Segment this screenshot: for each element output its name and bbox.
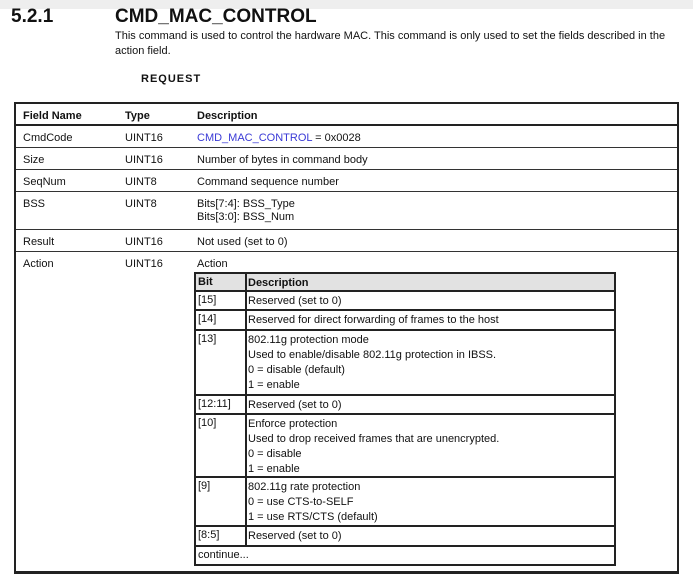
bit-value: [12:11] [198, 398, 231, 410]
bit-value: [10] [198, 417, 217, 429]
bit-desc-line: 802.11g rate protection [248, 481, 361, 493]
field-name: SeqNum [23, 176, 66, 188]
cmd-link[interactable]: CMD_MAC_CONTROL [197, 132, 313, 144]
column-divider [245, 292, 247, 309]
bits-header [196, 274, 614, 292]
bit-row [196, 396, 614, 415]
column-divider [245, 527, 247, 545]
bit-desc-line: Reserved (set to 0) [248, 530, 342, 542]
bit-desc-line: 0 = disable (default) [248, 364, 345, 376]
field-desc [197, 131, 361, 145]
bit-value: [9] [198, 480, 211, 492]
bit-desc-line: Used to enable/disable 802.11g protection in IBSS. [248, 349, 497, 361]
bit-desc-line: Used to drop received frames that are unencrypted. [248, 433, 500, 445]
field-desc: Number of bytes in command body [197, 154, 368, 166]
field-desc: Not used (set to 0) [197, 236, 288, 248]
table-header [16, 104, 677, 126]
request-table [14, 102, 679, 574]
field-desc: Action [197, 258, 228, 270]
section-number: 5.2.1 [11, 6, 54, 27]
bit-desc-line: 1 = enable [248, 379, 300, 391]
section-title: CMD_MAC_CONTROL [115, 6, 317, 27]
bit-desc-line: 0 = disable [248, 448, 302, 460]
bit-value: [15] [198, 294, 217, 306]
header-type: Type [125, 110, 150, 122]
bit-row [196, 311, 614, 331]
field-desc-line2: Bits[3:0]: BSS_Num [197, 211, 295, 223]
bit-desc-line: 1 = use RTS/CTS (default) [248, 511, 378, 523]
field-type: UINT8 [125, 198, 157, 210]
table-row [16, 252, 677, 272]
field-desc: Bits[7:4]: BSS_Type [197, 198, 295, 210]
table-row [16, 148, 677, 170]
action-bits-table [194, 272, 616, 566]
bit-desc-line: Reserved for direct forwarding of frames to the host [248, 314, 499, 326]
column-divider [245, 331, 247, 394]
field-type: UINT16 [125, 236, 163, 248]
bit-row [196, 292, 614, 311]
table-row [16, 192, 677, 230]
bit-row [196, 527, 614, 547]
bit-desc-line: Reserved (set to 0) [248, 295, 342, 307]
field-name: Action [23, 258, 54, 270]
bit-row [196, 478, 614, 527]
header-description: Description [248, 277, 309, 289]
bit-row [196, 415, 614, 478]
table-row [16, 126, 677, 148]
field-desc-value: = 0x0028 [312, 132, 361, 144]
bit-value: [13] [198, 333, 217, 345]
bit-row [196, 331, 614, 396]
header-description: Description [197, 110, 258, 122]
bit-desc-line: 1 = enable [248, 463, 300, 475]
subheading: REQUEST [141, 73, 202, 85]
field-name: Size [23, 154, 45, 166]
section-intro: This command is used to control the hardware MAC. This command is only used to set the fields described in the action field. [115, 30, 666, 57]
bit-desc-line: 802.11g protection mode [248, 334, 369, 346]
column-divider [245, 396, 247, 413]
continue-row [196, 547, 614, 566]
bit-desc-line: 0 = use CTS-to-SELF [248, 496, 354, 508]
field-type: UINT16 [125, 154, 163, 166]
field-type: UINT8 [125, 176, 157, 188]
bit-value: [14] [198, 313, 217, 325]
bit-desc-line: Enforce protection [248, 418, 338, 430]
field-name: Result [23, 236, 55, 248]
column-divider [245, 274, 247, 290]
column-divider [245, 478, 247, 525]
top-bar [0, 0, 693, 9]
field-type: UINT16 [125, 132, 163, 144]
field-type: UINT16 [125, 258, 163, 270]
column-divider [245, 415, 247, 476]
bit-value: [8:5] [198, 529, 220, 541]
table-row [16, 170, 677, 192]
field-name: CmdCode [23, 132, 73, 144]
continue-text: continue... [198, 549, 249, 561]
header-field-name: Field Name [23, 110, 82, 122]
bit-desc-line: Reserved (set to 0) [248, 399, 342, 411]
field-name: BSS [23, 198, 46, 210]
column-divider [245, 311, 247, 329]
field-desc: Command sequence number [197, 176, 339, 188]
table-row [16, 230, 677, 252]
header-bit: Bit [198, 276, 213, 288]
